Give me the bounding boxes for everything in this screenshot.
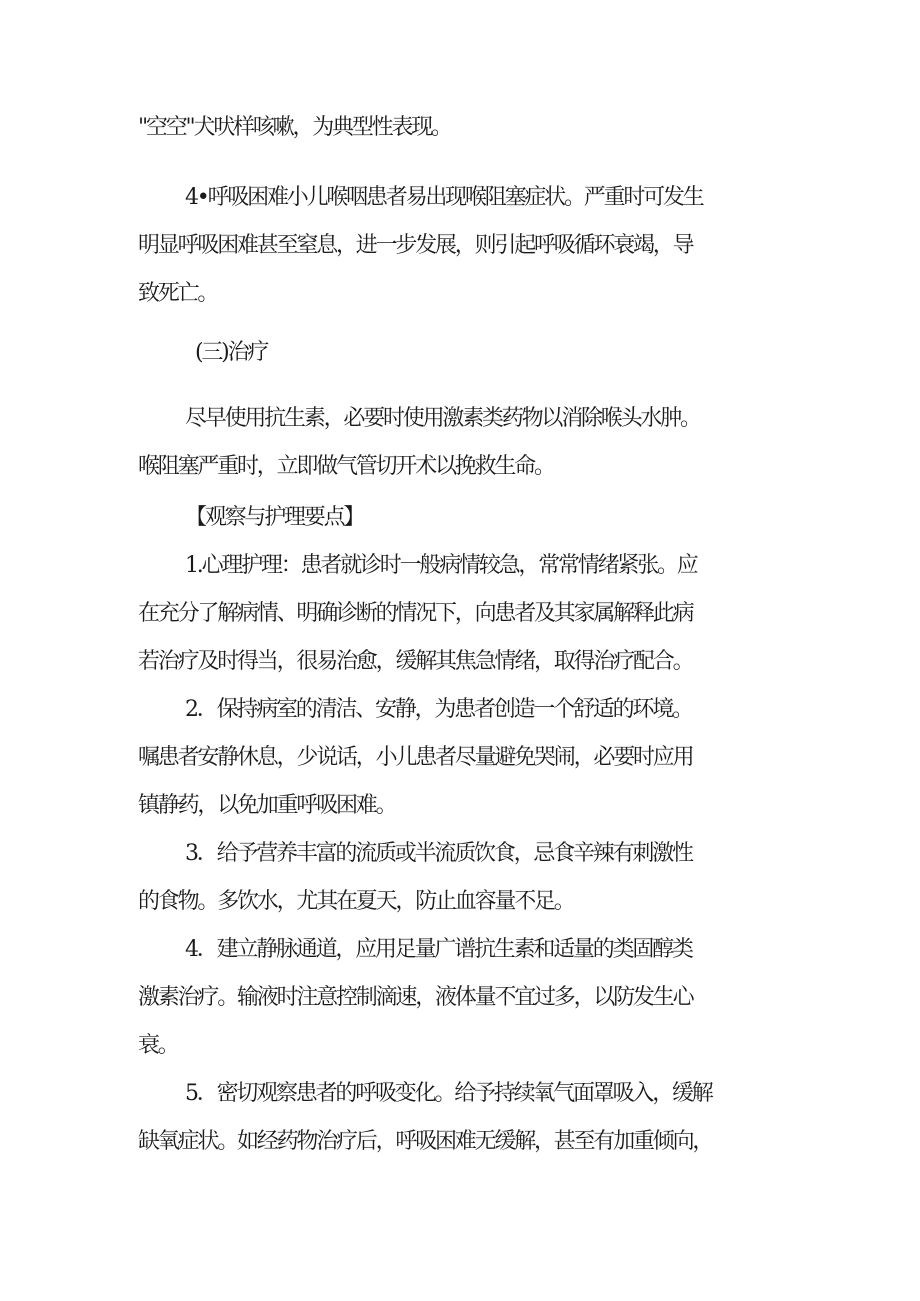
section-heading: 【观察与护理要点】 — [185, 505, 364, 530]
text-line: 明显呼吸困难甚至窒息，进一步发展，则引起呼吸循环衰竭，导 — [138, 233, 693, 258]
text-line: 尽早使用抗生素，必要时使用激素类药物以消除喉头水肿。 — [185, 406, 700, 431]
text-line: 3．给予营养丰富的流质或半流质饮食，忌食辛辣有刺激性 — [185, 841, 692, 866]
text-line: 2．保持病室的清洁、安静，为患者创造一个舒适的环境。 — [185, 697, 692, 722]
section-heading: (三)治疗 — [195, 340, 268, 365]
text-line: 5．密切观察患者的呼吸变化。给予持续氧气面罩吸入，缓解 — [185, 1081, 712, 1106]
text-line: 在充分了解病情、明确诊断的情况下，向患者及其家属解释此病 — [138, 601, 693, 626]
text-line: 的食物。多饮水，尤其在夏天，防止血容量不足。 — [138, 889, 574, 914]
text-line: 镇静药，以免加重呼吸困难。 — [138, 793, 396, 818]
text-line: 喉阻塞严重时，立即做气管切开术以挽救生命。 — [138, 454, 554, 479]
text-line: 1.心理护理：患者就诊时一般病情较急，常常情绪紧张。应 — [185, 553, 697, 578]
text-line: 致死亡。 — [138, 281, 218, 306]
text-line: 衰。 — [138, 1033, 178, 1058]
text-line: 若治疗及时得当，很易治愈，缓解其焦急情绪，取得治疗配合。 — [138, 649, 693, 674]
text-line: 4•呼吸困难小儿喉咽患者易出现喉阻塞症状。严重时可发生 — [185, 185, 703, 210]
text-line: 4．建立静脉通道，应用足量广谱抗生素和适量的类固醇类 — [185, 937, 692, 962]
text-line: 激素治疗。输液时注意控制滴速，液体量不宜过多，以防发生心 — [138, 985, 693, 1010]
text-line: "空空"犬吠样咳嗽，为典型性表现。 — [138, 115, 451, 140]
text-line: 嘱患者安静休息，少说话，小儿患者尽量避免哭闹，必要时应用 — [138, 745, 693, 770]
text-line: 缺氧症状。如经药物治疗后，呼吸困难无缓解，甚至有加重倾向， — [138, 1129, 713, 1154]
